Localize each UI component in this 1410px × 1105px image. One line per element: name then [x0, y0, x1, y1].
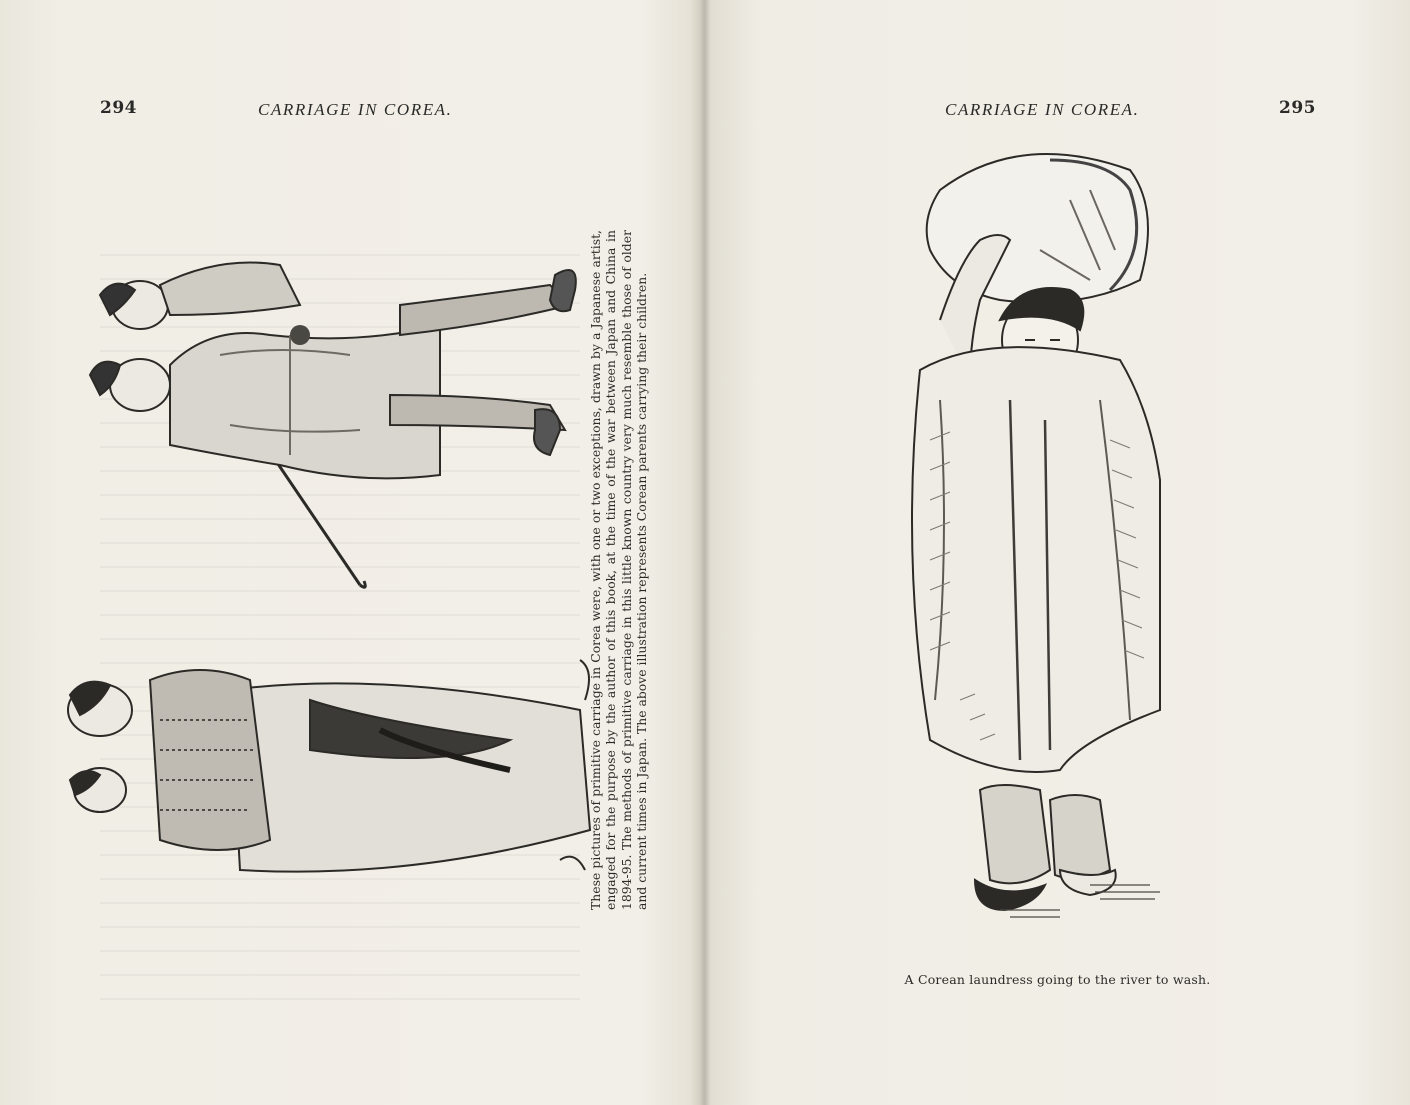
running-head: CARRIAGE IN COREA. — [258, 100, 453, 119]
rotated-caption-container — [588, 230, 668, 910]
page-number: 294 — [100, 98, 137, 118]
illustration-father-carrying-child — [60, 225, 600, 595]
figure-caption-rotated — [588, 230, 668, 910]
figure-caption: A Corean laundress going to the river to wash. — [904, 972, 1211, 987]
caption-text: These pictures of primitive carriage in Corea were, with one or two exceptions, drawn by a Japanese artist, engaged for the purpose by the author of this book, at the time of the war between Japan and China in 1894-95. The methods of primitive carriage in this little known country very much resemble those of older and current times in Japan. The above illustration represents Corean parents carrying their children. — [588, 230, 650, 910]
page-number: 295 — [1279, 98, 1316, 118]
right-page — [705, 0, 1410, 1105]
running-head: CARRIAGE IN COREA. — [945, 100, 1140, 119]
illustration-mother-carrying-child — [60, 640, 600, 940]
illustration-corean-laundress — [900, 140, 1180, 960]
